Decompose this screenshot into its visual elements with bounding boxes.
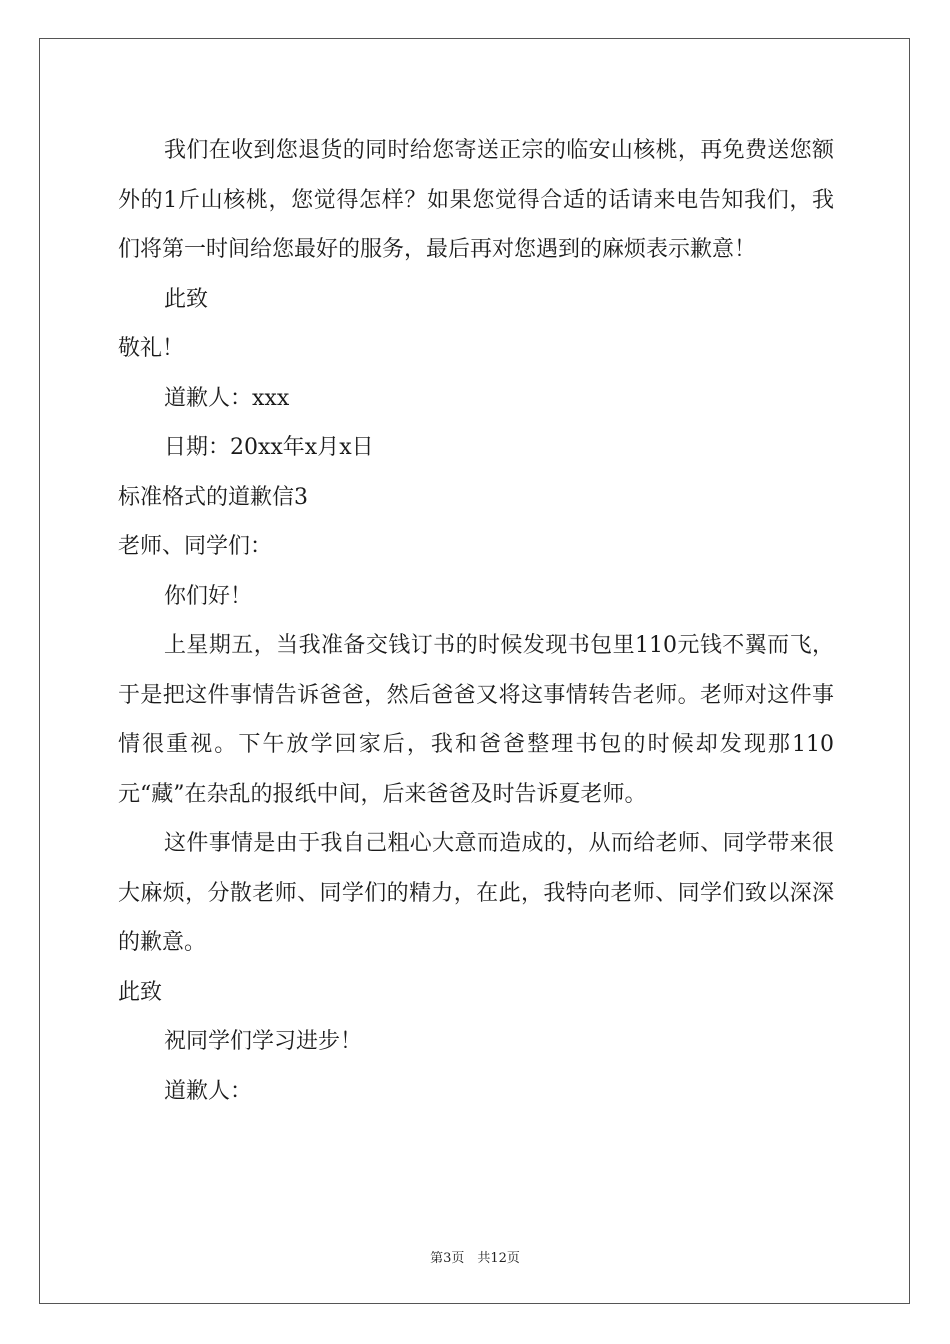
closing-line: 此致 [164,286,209,312]
section-heading: 标准格式的道歉信3 [118,484,308,510]
salutation: 敬礼！ [118,336,185,361]
signer-line-2: 道歉人： [164,1078,253,1104]
document-body [118,126,834,1116]
paragraph-apology: 这件事情是由于我自己粗心大意而造成的，从而给老师、同学带来很大麻烦，分散老师、同学们的精力，在此，我特向老师、同学们致以深深的歉意。 [118,831,834,955]
wish-line: 祝同学们学习进步！ [164,1029,363,1054]
signer-line: 道歉人：xxx [164,385,290,411]
date-line: 日期：20xx年x月x日 [164,435,374,460]
greeting-line: 老师、同学们： [118,534,273,559]
closing-line-2: 此致 [118,979,163,1005]
paragraph-return-offer: 我们在收到您退货的同时给您寄送正宗的临安山核桃，再免费送您额外的1斤山核桃，您觉得怎样？如果您觉得合适的话请来电告知我们，我们将第一时间给您最好的服务，最后再对您遇到的麻烦表示歉意！ [118,138,834,262]
page-number-footer: 第3页 共12页 [430,1251,520,1266]
hello-line: 你们好！ [164,583,253,609]
paragraph-incident: 上星期五，当我准备交钱订书的时候发现书包里110元钱不翼而飞，于是把这件事情告诉爸爸，然后爸爸又将这事情转告老师。老师对这件事情很重视。下午放学回家后，我和爸爸整理书包的时候却发现那110元“藏”在杂乱的报纸中间，后来爸爸及时告诉夏老师。 [118,633,834,807]
